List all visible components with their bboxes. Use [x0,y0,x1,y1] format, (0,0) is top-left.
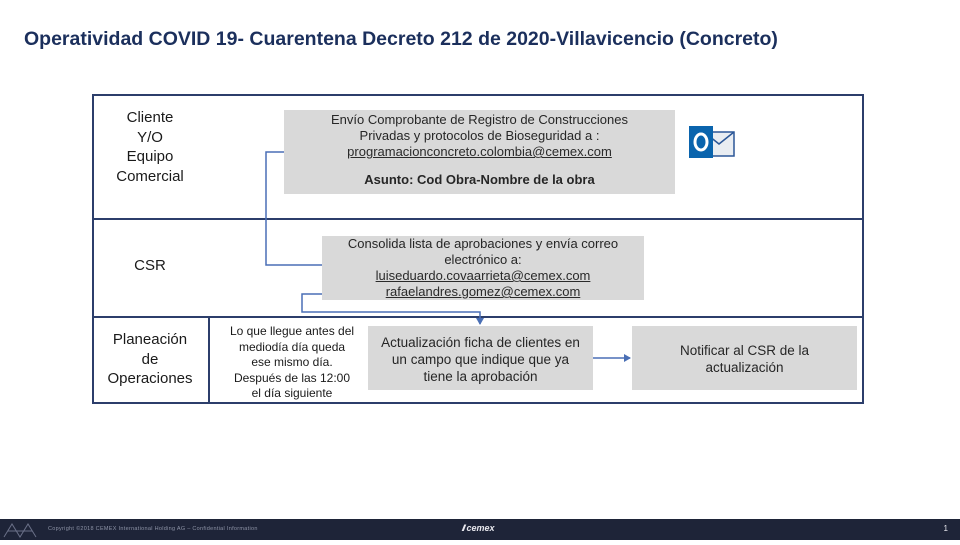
consolida-lista-box: Consolida lista de aprobaciones y envía correo electrónico a: luiseduardo.covaarrieta@cemex.com rafaelandres.gomez@cemex.com [322,236,644,300]
outlook-icon [688,122,736,162]
email-link-rafaelandres[interactable]: rafaelandres.gomez@cemex.com [385,284,581,299]
envio-comprobante-box: Envío Comprobante de Registro de Construcciones Privadas y protocolos de Bioseguridad a : programacionconcreto.colombia@cemex.com Asunto: Cod Obra-Nombre de la obra [284,110,675,194]
page-title: Operatividad COVID 19- Cuarentena Decreto 212 de 2020-Villavicencio (Concreto) [24,28,778,50]
cemex-logo: /// cemex [462,523,495,533]
notificar-csr-box: Notificar al CSR de la actualización [632,326,857,390]
cutoff-note: Lo que llegue antes del mediodía día queda ese mismo día. Después de las 12:00 el día siguiente [229,324,355,400]
lane-label-planeacion: Planeación de Operaciones [107,331,193,387]
lane-label-cliente: Cliente Y/O Equipo Comercial [116,109,184,185]
email-link-luiseduardo[interactable]: luiseduardo.covaarrieta@cemex.com [375,268,591,283]
lane-divider-1 [92,218,864,220]
subject-line: Asunto: Cod Obra-Nombre de la obra [364,172,595,187]
page-number: 1 [943,524,948,533]
actualizacion-ficha-box: Actualización ficha de clientes en un campo que indique que ya tiene la aprobación [368,326,593,390]
email-link-programacion[interactable]: programacionconcreto.colombia@cemex.com [347,144,612,159]
footer-bar [0,519,960,540]
copyright-text: Copyright ©2018 CEMEX International Holding AG – Confidential Information [48,526,258,532]
corner-logo-icon [2,519,40,540]
label-column-divider [208,316,210,404]
lane-label-csr: CSR [134,257,166,274]
